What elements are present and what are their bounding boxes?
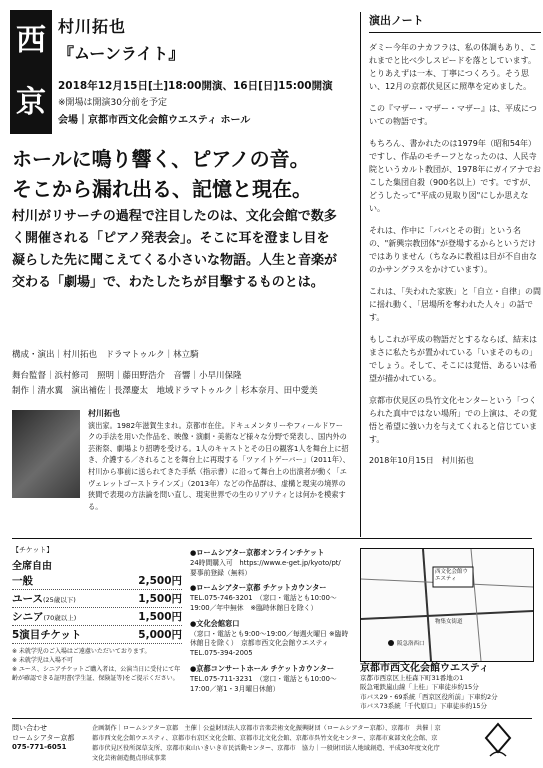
ticket-fine-2: ※ 未就学児は入場不可 — [12, 657, 73, 664]
headline-line-2: そこから漏れ出る、記憶と現在。 — [12, 177, 312, 201]
ticket-outlets — [190, 548, 350, 699]
section-divider — [12, 538, 532, 539]
notes-paragraph-1: ダミー今年のナカフラは、私の体調もあり、これまでと比べ少しスピードを落としています。とりあえずは一本、丁寧につくろう。そう思い、12月の京都伏見区に照準を定めました。 — [369, 43, 537, 91]
venue-address: 京都市西京区上桂森下町31番地の1 — [360, 673, 464, 682]
venue-access-2: 市バス29・69系統「西京区役所前」下車約2分 — [360, 692, 498, 701]
notes-date: 2018年10月15日 村川拓也 — [369, 456, 474, 465]
venue-name: 京都市西文化会館ウエスティ — [360, 663, 489, 674]
outlet-hall — [190, 619, 350, 659]
outlet-title: ●ロームシアター京都 チケットカウンター — [190, 583, 327, 593]
doors-note: ※開場は開演30分前を予定 — [58, 98, 167, 108]
ticket-sub: (25歳以下) — [42, 596, 76, 604]
bio-text: 演出家。1982年滋賀生まれ。京都市在住。ドキュメンタリーやフィールドワークの手法を用いた作品を、映像・演劇・美術など様々な分野で発表し、国内外の芸術祭、劇場より招聘を受ける。1人のキャストとその日の観客1人を舞台上に招き、介護する／されることを舞台上に再現する「ツァイトゲーバー」（2011年）、村川から事前に送られてきた手紙（指示書）に沿って舞台上の出演者が動く「エヴェレットゴーストラインズ」（2013年）などの作品群は、虚構と現実の境界の狭間で表現の方法論を問い直し、現実世界での生のリアリティとは何かを模索する。 — [88, 420, 350, 511]
event-title-block — [58, 14, 333, 126]
access-map — [360, 548, 534, 662]
outlet-title: ●文化会館窓口 — [190, 618, 240, 628]
logo-char-1: 西 — [16, 23, 46, 58]
credits-row-1: 構成・演出｜村川拓也 ドラマトゥルク｜林立騎 — [12, 350, 199, 360]
map-station-label: 阪急洛西口 — [397, 641, 425, 647]
outlet-online — [190, 548, 350, 578]
ticket-price: 2,500円 — [138, 575, 182, 587]
ticket-name: 5演目チケット — [12, 629, 82, 641]
ticket-name: ユース — [12, 593, 43, 605]
notes-paragraph-5: これは、「失われた家族」と「自立・自律」の間に揺れ動く、「居場所を奪われた人々」の話です。 — [369, 287, 541, 322]
ticket-fine-1: ※ 未就学児のご入場はご遠慮いただいております。 — [12, 648, 151, 655]
artist-name: 村川拓也 — [58, 17, 127, 36]
map-road-label: 物集女街道 — [435, 619, 463, 625]
venue-info — [360, 664, 532, 712]
outlet-concert-hall — [190, 664, 350, 694]
ticket-price: 5,000円 — [138, 629, 182, 641]
ticket-seating: 全席自由 — [12, 561, 52, 572]
ticket-name: シニア — [12, 611, 44, 623]
contact-org: ロームシアター京都 — [12, 733, 75, 742]
contact-tel: 075-771-6051 — [12, 743, 67, 751]
ticket-label: 【チケット】 — [12, 546, 54, 554]
ticket-name: 一般 — [12, 575, 33, 587]
contact-label: 問い合わせ — [12, 724, 47, 732]
ticket-fine-3: ※ ユース、シニアチケットご購入者は、公演当日に受付にて年齢が確認できる証明書(学生証、保険証等)をご提示ください。 — [12, 666, 181, 682]
outlet-text: （窓口・電話とも9:00〜19:00／毎週火曜日 ※臨時休館日を除く） 京都市西文化会館ウエスティ TEL.075-394-2005 — [190, 629, 349, 658]
notes-paragraph-3: もちろん、書かれたのは1979年（昭和54年）ですし、作品のモチーフとなったのは、人民寺院というカルト教団が、1978年にガイアナでおこした集団自殺（900名以上）です。ですが、どうしたって"平成の見取り図"にしか思えない。 — [369, 139, 541, 213]
venue-access-1: 阪急電鉄嵐山線「上桂」下車徒歩約15分 — [360, 683, 479, 692]
notes-paragraph-6: もしこれが平成の物語だとするならば、結末はまさに私たちが置かれている「いまそのもの」でしょう。そして、そこには覚悟、あるいは希望が描かれている。 — [369, 335, 537, 383]
work-title: 『ムーンライト』 — [58, 44, 185, 63]
artist-photo — [12, 410, 80, 498]
notes-paragraph-7: 京都市伏見区の呉竹文化センターという「つくられた真中ではない場所」での上演は、その覚悟と希望に強い力を与えてくれると信じています。 — [369, 396, 537, 444]
headline — [12, 144, 312, 204]
ticket-price: 1,500円 — [138, 611, 182, 623]
footer-contact — [12, 724, 75, 753]
footer-organizers: 企画制作｜ロームシアター京都 主催｜公益財団法人京都市音楽芸術文化振興財団（ロームシアター京都）、京都市 共催｜京都市西文化会館ウエスティ、京都市右京区文化会館、京都市北文化会館、京都市呉竹文化センター、京都市東部文化会館、京都市伏見区役所深草支所、京都市東山いきいき市民活動センター、京都市 協力｜一般財団法人地域創造、平成30年度文化庁文化芸術創造拠点形成事業 — [92, 725, 441, 762]
outlet-text: TEL.075-746-3201 （窓口・電話とも10:00〜19:00／年中無休 ※臨時休館日を除く） — [190, 594, 337, 612]
outlet-text: TEL.075-711-3231 （窓口・電話とも10:00〜17:00／第1・3月曜日休館） — [190, 674, 337, 693]
director-notes — [360, 12, 541, 537]
kyo-logo — [10, 10, 52, 134]
logo-char-2: 京 — [16, 85, 46, 120]
ticket-row — [12, 572, 182, 590]
ticket-row — [12, 626, 182, 644]
notes-paragraph-2: この『マザー・マザー・マザー』は、平成についての物語です。 — [369, 104, 537, 126]
theater-logo-mark-icon — [470, 720, 526, 760]
ticket-row — [12, 608, 182, 626]
notes-title: 演出ノート — [369, 14, 424, 27]
ticket-sub: (70歳以上) — [43, 614, 77, 622]
credits-row-3: 制作｜清水翼 演出補佐｜長澤慶太 地域ドラマトゥルク｜杉本奈月、田中愛美 — [12, 386, 318, 396]
credits — [12, 348, 352, 399]
ticket-row — [12, 590, 182, 608]
performance-dates: 2018年12月15日[土]18:00開演、16日[日]15:00開演 — [58, 80, 333, 92]
lead-text: 村川がリサーチの過程で注目したのは、文化会館で数多く開催される「ピアノ発表会」。そこに耳を澄まし目を凝らした先に聞こえてくる小さいな物語。人生と音楽が交わる「劇場」で、わたしたちが目撃するものとは。 — [12, 209, 338, 290]
outlet-title: ●ロームシアター京都オンラインチケット — [190, 548, 325, 557]
footer-divider — [12, 718, 532, 719]
headline-line-1: ホールに鳴り響く、ピアノの音。 — [12, 147, 310, 171]
map-venue-label: 西文化会館ウエスティ — [435, 569, 469, 582]
map-drawing — [361, 549, 533, 661]
venue-label: 会場｜京都市西文化会館ウエスティ ホール — [58, 115, 251, 126]
venue-access-3: 市バス73系統「千代原口」下車徒歩約15分 — [360, 702, 488, 711]
ticket-price: 1,500円 — [138, 593, 182, 605]
credits-row-2: 舞台監督｜浜村修司 照明｜藤田野浩介 音響｜小早川保隆 — [12, 371, 242, 381]
outlet-text: 24時間購入可 https://www.e-get.jp/kyoto/pt/ 要事前登録（無料） — [190, 558, 348, 577]
outlet-counter — [190, 583, 350, 613]
bio-name: 村川拓也 — [88, 409, 120, 418]
artist-bio — [88, 408, 350, 512]
outlet-title: ●京都コンサートホール チケットカウンター — [190, 663, 335, 673]
ticket-info — [12, 545, 212, 683]
notes-paragraph-4: それは、作中に「ババとその街」という名の、"新興宗教団体"が登場するからというだけではありません（ちなみに教祖は目が不自由なのかサングラスをかけています）。 — [369, 226, 537, 274]
